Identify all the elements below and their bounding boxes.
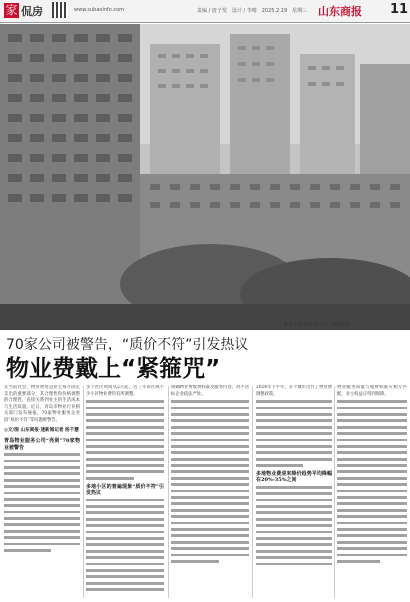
text-column-1 xyxy=(4,385,80,599)
body-text-lines xyxy=(256,486,332,565)
subhead-2: 多地小区的普遍现象“质价不符”引发热议 xyxy=(86,483,164,497)
article-title: 物业费戴上“紧箍咒” xyxy=(6,356,221,382)
body-text-lines xyxy=(86,499,164,591)
body-text-lines xyxy=(171,400,249,563)
column-divider xyxy=(252,386,253,598)
section-logo xyxy=(4,2,43,19)
edition-meta: 责编 / 唐子斐 设计 / 李晴 2025.2.19 星期三 xyxy=(197,8,308,14)
column-divider xyxy=(334,386,335,598)
column-5-opening: 物业服务质量与收费标准应相互匹配，业主权益应得到保障。 xyxy=(337,385,407,397)
body-text-lines xyxy=(337,400,407,563)
text-column-3 xyxy=(171,385,249,599)
site-url: www.subaoinfo.com xyxy=(74,7,125,13)
column-divider xyxy=(168,386,169,598)
subhead-3: 多地物业费迎来降价趋势平均降幅在20%-35%之间 xyxy=(256,470,332,484)
photo-caption: 青岛市某物业费公示（资料图） xyxy=(283,322,354,328)
subhead-1: 青岛物业服务公司“亮剑”70家物业被警告 xyxy=(4,438,80,451)
byline: ◎文/图 山东商报·速新闻记者 杨千慧 xyxy=(4,427,79,433)
body-text-lines xyxy=(86,400,164,479)
lead-paragraph: 在当前社会，物业费用是业主每月固定支出的重要部分，其合理性和价格调整的合理性，直接关系到业主的生活成本与生活质量。近日，青岛市物业行业相关部门发布通报，70家物业服务企业因“质价不符”等问题被警告。 xyxy=(4,385,80,423)
text-column-2 xyxy=(86,385,164,599)
newspaper-name: 山东商报 xyxy=(318,5,362,18)
text-column-4 xyxy=(256,385,332,599)
body-text-lines xyxy=(256,400,332,467)
article-kicker: 70家公司被警告，“质价不符”引发热议 xyxy=(6,337,249,353)
column-4-opening: 2024年下半年，多个城市出台了物业费调整政策。 xyxy=(256,385,332,397)
section-name: 侃房 xyxy=(21,4,43,18)
lead-photo xyxy=(0,24,410,330)
column-2-opening: 多个社区时间从2月起，近三年该区域不少小区物业费均有所调整。 xyxy=(86,385,164,397)
column-divider xyxy=(83,386,84,598)
qr-code-icon xyxy=(52,2,68,18)
page-header xyxy=(0,0,410,23)
residential-buildings-image xyxy=(0,24,410,330)
text-column-5 xyxy=(337,385,407,599)
page-number: 11 xyxy=(390,2,409,17)
body-text-lines xyxy=(4,453,80,552)
column-3-opening: 明确物业费收费标准及服务内容，对不达标企业依法严处。 xyxy=(171,385,249,397)
section-mark: 家 xyxy=(5,3,18,17)
